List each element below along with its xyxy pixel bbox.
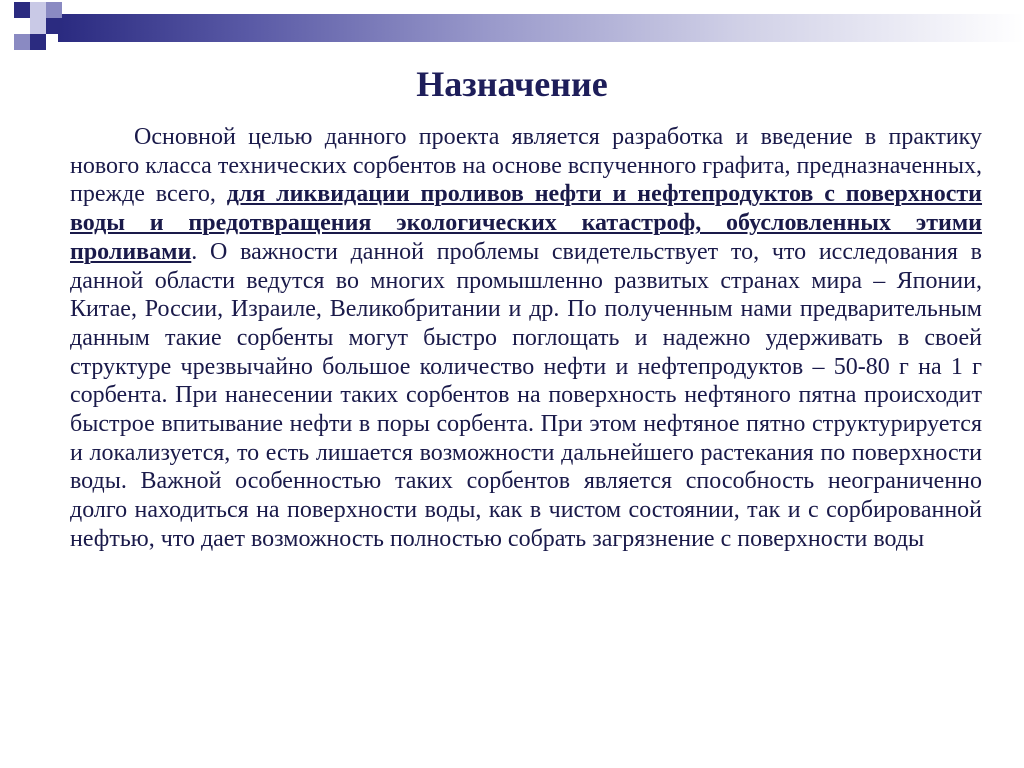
decor-square (46, 18, 62, 34)
decor-square (30, 2, 46, 18)
decor-square (14, 2, 30, 18)
decor-square (14, 34, 30, 50)
decor-square (30, 18, 46, 34)
decor-square (30, 34, 46, 50)
gradient-bar (58, 14, 1024, 42)
paragraph-text-part1: Основной целью данного проекта является разработка и введение в практику нового класса технических сорбентов на основе вспученного графита, предназначенных, прежде всего, (70, 124, 982, 208)
emphasis-text: для ликвидации проливов нефти и нефтепродуктов с поверхности воды и предотвращения экологических катастроф, обусловленных этими проливами (70, 181, 983, 265)
slide-title: Назначение (416, 64, 608, 104)
body-paragraph (70, 123, 982, 554)
decor-square (46, 2, 62, 18)
paragraph-text-part2: . О важности данной проблемы свидетельствует то, что исследования в данной области ведутся во многих промышленно развитых странах мира – Японии, Китае, России, Израиле, Великобритании и др. По полученным нами предварительным данным такие сорбенты могут быстро поглощать и надежно удерживать в своей структуре чрезвычайно большое количество нефти и нефтепродуктов – 50-80 г на 1 г сорбента. При нанесении таких сорбентов на поверхность нефтяного пятна происходит быстрое впитывание нефти в поры сорбента. При этом нефтяное пятно структурируется и локализуется, то есть лишается возможности дальнейшего растекания по поверхности воды. Важной особенностью таких сорбентов является способность неограниченно долго находиться на поверхности воды, как в чистом состоянии, так и с сорбированной нефтью, что дает возможность полностью собрать загрязнение с поверхности воды (70, 238, 982, 552)
